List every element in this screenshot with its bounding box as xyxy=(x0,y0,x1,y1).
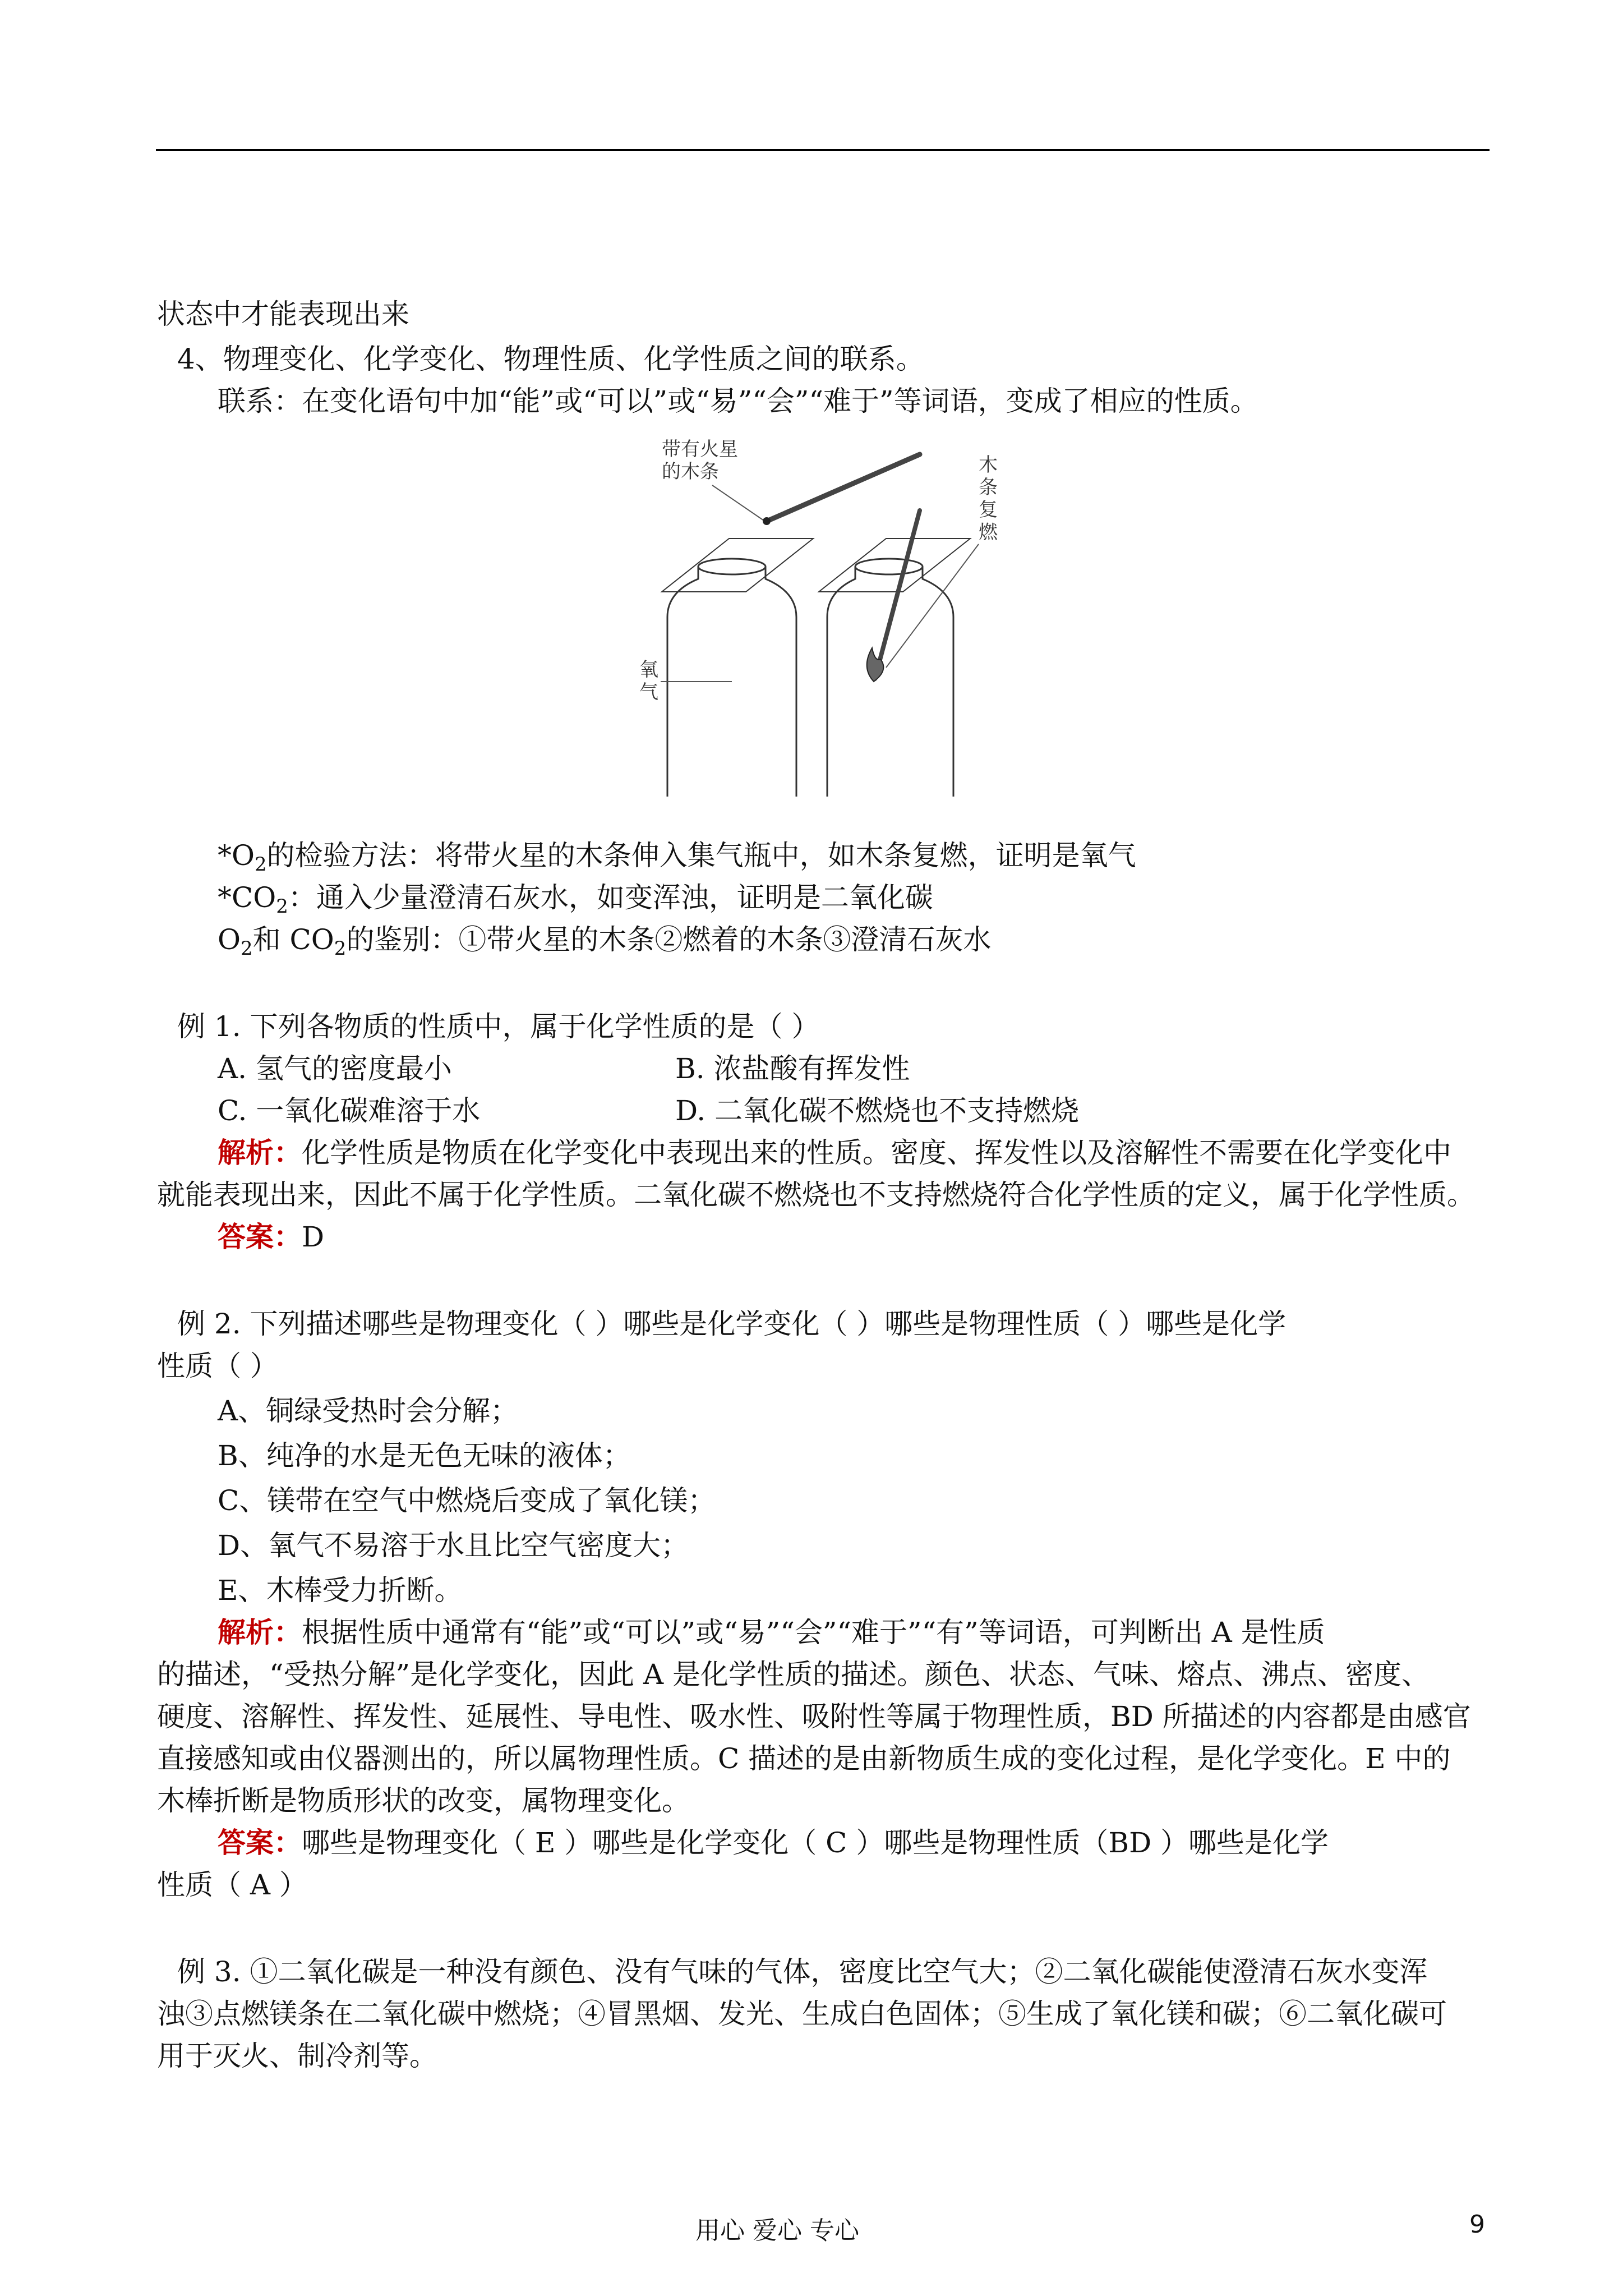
analysis-label: 解析： xyxy=(218,1136,302,1169)
relight-label-1: 木 xyxy=(979,454,998,476)
o2-test-line: $*O_2$的检验方法：将带火星的木条伸入集气瓶中，如木条复燃，证明是氧气 xyxy=(218,839,1136,876)
example1-options-row2 xyxy=(218,1094,1080,1128)
text-line: 性质（ ） xyxy=(157,1350,278,1382)
text-line: 性质（ A ） xyxy=(157,1869,307,1901)
list-item: D、氧气不易溶于水且比空气密度大； xyxy=(218,1529,689,1562)
analysis-label: 解析： xyxy=(218,1616,302,1649)
example1-question: 例 1. 下列各物质的性质中，属于化学性质的是（ ） xyxy=(177,1010,820,1043)
option-d: D. 二氧化碳不燃烧也不支持燃烧 xyxy=(675,1094,1080,1127)
splint-label-line1: 带有火星 xyxy=(662,438,738,461)
example1-answer: 答案：D xyxy=(218,1220,325,1253)
option-b: B. 浓盐酸有挥发性 xyxy=(675,1052,910,1085)
relight-label-2: 条 xyxy=(979,476,998,499)
oxygen-bottles-illustration xyxy=(606,432,1009,797)
glass-plate-right xyxy=(819,539,970,592)
example1-analysis: 解析：化学性质是物质在化学变化中表现出来的性质。密度、挥发性以及溶解性不需要在化学变化中 xyxy=(218,1136,1451,1169)
page-number: 9 xyxy=(1469,2210,1485,2239)
identify-line: $O_2$和 $CO_2$的鉴别：①带火星的木条②燃着的木条③澄清石灰水 xyxy=(218,923,992,960)
text-line: 直接感知或由仪器测出的，所以属物理性质。C 描述的是由新物质生成的变化过程，是化学变化。E 中的 xyxy=(157,1742,1451,1775)
oxygen-test-figure xyxy=(606,432,1009,797)
example3-question: 例 3. ①二氧化碳是一种没有颜色、没有气味的气体，密度比空气大；②二氧化碳能使澄清石灰水变浑 xyxy=(177,1955,1428,1988)
text-line: 联系：在变化语句中加“能”或“可以”或“易”“会”“难于”等词语，变成了相应的性质。 xyxy=(218,385,1258,417)
oxygen-label-1: 氧 xyxy=(639,659,658,681)
option-c: C. 一氧化碳难溶于水 xyxy=(218,1094,481,1127)
oxygen-label-2: 气 xyxy=(639,681,658,703)
relight-label-3: 复 xyxy=(979,499,998,521)
example2-answer: 答案：哪些是物理变化（ E ）哪些是化学变化（ C ）哪些是物理性质（BD ）哪些是化学 xyxy=(218,1826,1329,1859)
gas-bottle-left xyxy=(667,559,796,797)
co2-test-line: $*CO_2$：通入少量澄清石灰水，如变浑浊，证明是二氧化碳 xyxy=(218,881,933,918)
glass-plate-left xyxy=(662,539,813,592)
splint-leader-line xyxy=(712,485,766,522)
header-rule xyxy=(156,149,1490,151)
section-heading: 4、物理变化、化学变化、物理性质、化学性质之间的联系。 xyxy=(177,343,924,375)
footer-motto: 用心 爱心 专心 xyxy=(695,2216,859,2245)
list-item: A、铜绿受热时会分解； xyxy=(218,1395,519,1427)
glowing-splint xyxy=(766,454,920,522)
example1-options-row1 xyxy=(218,1052,910,1085)
option-a: A. 氢气的密度最小 xyxy=(218,1052,452,1085)
list-item: B、纯净的水是无色无味的液体； xyxy=(218,1439,631,1472)
splint-label-line2: 的木条 xyxy=(662,461,719,483)
text-line: 状态中才能表现出来 xyxy=(157,298,409,330)
list-item: E、木棒受力折断。 xyxy=(218,1574,463,1607)
example2-analysis: 解析：根据性质中通常有“能”或“可以”或“易”“会”“难于”“有”等词语，可判断出 A 是性质 xyxy=(218,1616,1325,1649)
answer-label: 答案： xyxy=(218,1826,302,1859)
text-line: 就能表现出来，因此不属于化学性质。二氧化碳不燃烧也不支持燃烧符合化学性质的定义，属于化学性质。 xyxy=(157,1179,1475,1211)
list-item: C、镁带在空气中燃烧后变成了氧化镁； xyxy=(218,1484,716,1517)
example2-question: 例 2. 下列描述哪些是物理变化（ ）哪些是化学变化（ ）哪些是物理性质（ ）哪些是化学 xyxy=(177,1308,1287,1340)
text-line: 用于灭火、制冷剂等。 xyxy=(157,2040,437,2072)
splint-ember xyxy=(763,517,771,525)
gas-bottle-right xyxy=(827,559,953,797)
text-line: 的描述，“受热分解”是化学变化，因此 A 是化学性质的描述。颜色、状态、气味、熔点、沸点、密度、 xyxy=(157,1658,1430,1691)
relight-label-4: 燃 xyxy=(979,521,998,544)
text-line: 木棒折断是物质形状的改变，属物理变化。 xyxy=(157,1784,690,1817)
text-line: 硬度、溶解性、挥发性、延展性、导电性、吸水性、吸附性等属于物理性质，BD 所描述的内容都是由感官 xyxy=(157,1700,1471,1733)
text-line: 浊③点燃镁条在二氧化碳中燃烧；④冒黑烟、发光、生成白色固体；⑤生成了氧化镁和碳；⑥二氧化碳可 xyxy=(157,1998,1447,2030)
relight-leader-line xyxy=(886,544,979,668)
answer-label: 答案： xyxy=(218,1220,302,1253)
